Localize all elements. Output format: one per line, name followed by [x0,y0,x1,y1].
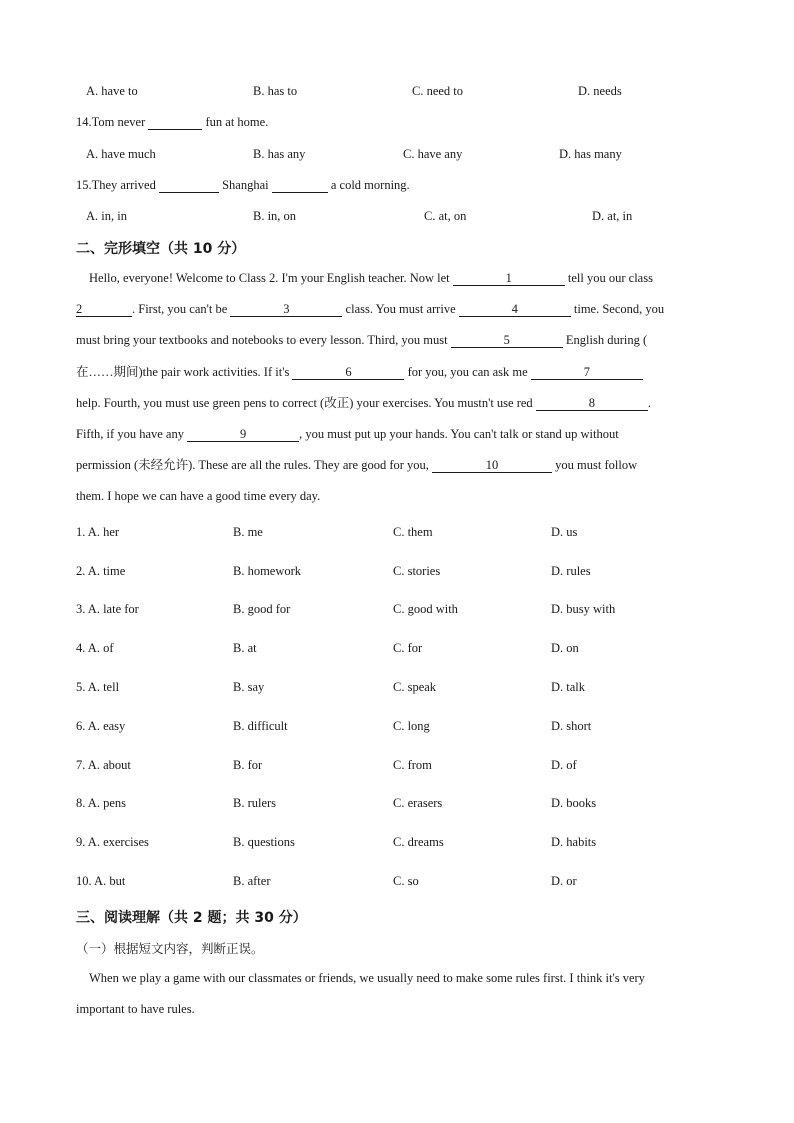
cloze-q3-option-a: 3. A. late for [76,602,139,616]
cloze-q3-option-b: B. good for [233,602,291,616]
passage-line [76,963,721,994]
cloze-blank-8: 8 [536,397,648,411]
passage-text: Fifth, if you have any [76,426,188,441]
cloze-q6-option-c: C. long [393,719,430,733]
cloze-q6-option-b: B. difficult [233,719,288,733]
passage-text: time. Second, you [570,302,665,317]
passage-text: 在……期间)the pair work activities. If it's [76,364,293,379]
cloze-blank-1: 1 [453,272,565,286]
cloze-q10-option-a: 10. A. but [76,874,126,888]
q14-number: 14. [76,115,92,129]
passage-text: tell you our class [564,271,653,285]
passage-line [76,388,721,419]
q13-option-c: C. need to [412,84,464,98]
cloze-blank-10: 10 [432,459,552,473]
q15-blank-2 [272,179,328,193]
q14-option-b: B. has any [253,147,306,161]
cloze-q3-option-d: D. busy with [551,602,616,616]
cloze-blank-5: 5 [451,334,563,348]
q14-stem [76,115,268,130]
passage-text: you must follow [552,458,638,473]
q14-option-d: D. has many [559,147,622,161]
cloze-q2-option-b: B. homework [233,564,302,578]
q15-option-a: A. in, in [86,209,127,223]
passage-line [76,294,721,325]
cloze-blank-9: 9 [187,428,299,442]
cloze-q4-option-c: C. for [393,641,423,655]
cloze-q7-option-a: 7. A. about [76,758,131,772]
q15-option-b: B. in, on [253,209,297,223]
q15-stem-part-3: a cold morning. [330,178,410,192]
cloze-q10-option-d: D. or [551,874,577,888]
passage-text: English during ( [562,333,648,348]
passage-text: must bring your textbooks and notebooks to every lesson. Third, you must [76,333,451,348]
cloze-q7-option-d: D. of [551,758,577,772]
q14-option-a: A. have much [86,147,156,161]
cloze-q5-option-a: 5. A. tell [76,680,120,694]
q15-stem [76,178,410,193]
cloze-q2-option-a: 2. A. time [76,564,126,578]
cloze-q1-option-b: B. me [233,525,263,539]
cloze-q1-option-c: C. them [393,525,433,539]
cloze-q8-option-b: B. rulers [233,796,277,810]
cloze-q9-option-c: C. dreams [393,835,444,849]
cloze-q9-option-a: 9. A. exercises [76,835,149,849]
passage-text: help. Fourth, you must use green pens to correct (改正) your exercises. You mustn't use red [76,395,536,410]
passage-text: for you, you can ask me [404,364,531,379]
q14-stem-before: Tom never [91,115,146,129]
passage-text: When we play a game with our classmates or friends, we usually need to make some rules first. I think it's very [89,971,645,985]
cloze-q4-option-b: B. at [233,641,257,655]
q15-option-c: C. at, on [424,209,467,223]
cloze-q6-option-d: D. short [551,719,592,733]
cloze-q2-option-d: D. rules [551,564,591,578]
passage-text: . [647,395,651,410]
cloze-q3-option-c: C. good with [393,602,458,616]
cloze-q7-option-b: B. for [233,758,263,772]
passage-line [76,481,721,512]
passage-text: , you must put up your hands. You can't talk or stand up without [299,426,619,441]
cloze-q6-option-a: 6. A. easy [76,719,126,733]
cloze-q10-option-b: B. after [233,874,271,888]
passage-line [76,325,721,356]
cloze-blank-6: 6 [292,366,404,380]
passage-text: Hello, everyone! Welcome to Class 2. I'm your English teacher. Now let [89,271,453,285]
passage-line [76,419,721,450]
q15-blank-1 [159,179,219,193]
passage-line [76,994,721,1025]
cloze-blank-7: 7 [531,366,643,380]
q13-option-d: D. needs [578,84,622,98]
passage-text: them. I hope we can have a good time every day. [76,489,321,504]
cloze-q4-option-a: 4. A. of [76,641,114,655]
passage-line [76,450,721,481]
q15-stem-part-2: Shanghai [222,178,269,192]
q13-option-a: A. have to [86,84,138,98]
q15-option-d: D. at, in [592,209,633,223]
q14-option-c: C. have any [403,147,463,161]
cloze-blank-4: 4 [459,303,571,317]
section2-heading: 二、完形填空（共 10 分） [76,241,246,257]
cloze-q7-option-c: C. from [393,758,432,772]
cloze-passage [76,263,721,513]
cloze-q8-option-d: D. books [551,796,597,810]
q15-number: 15. [76,178,92,192]
cloze-q8-option-c: C. erasers [393,796,443,810]
cloze-q9-option-d: D. habits [551,835,597,849]
q13-option-b: B. has to [253,84,298,98]
q15-stem-part-1: They arrived [91,178,156,192]
cloze-q5-option-c: C. speak [393,680,437,694]
cloze-q1-option-a: 1. A. her [76,525,120,539]
cloze-q9-option-b: B. questions [233,835,295,849]
passage-text: permission (未经允许). These are all the rules. They are good for you, [76,458,433,473]
cloze-q2-option-c: C. stories [393,564,441,578]
reading-passage [76,963,721,1025]
passage-text: class. You must arrive [342,302,459,317]
passage-line [76,263,721,294]
q14-stem-after: fun at home. [205,115,269,129]
passage-text: important to have rules. [76,1002,195,1017]
cloze-q5-option-d: D. talk [551,680,586,694]
q14-blank [148,116,202,130]
passage-text: . First, you can't be [132,302,231,317]
cloze-q5-option-b: B. say [233,680,265,694]
cloze-q10-option-c: C. so [393,874,419,888]
cloze-blank-2: 2 [76,303,132,317]
cloze-q4-option-d: D. on [551,641,579,655]
cloze-blank-3: 3 [230,303,342,317]
cloze-q1-option-d: D. us [551,525,578,539]
passage-line [76,357,721,388]
section3-subheading: （一）根据短文内容，判断正误。 [76,941,264,956]
section3-heading: 三、阅读理解（共 2 题；共 30 分） [76,910,307,926]
cloze-q8-option-a: 8. A. pens [76,796,126,810]
